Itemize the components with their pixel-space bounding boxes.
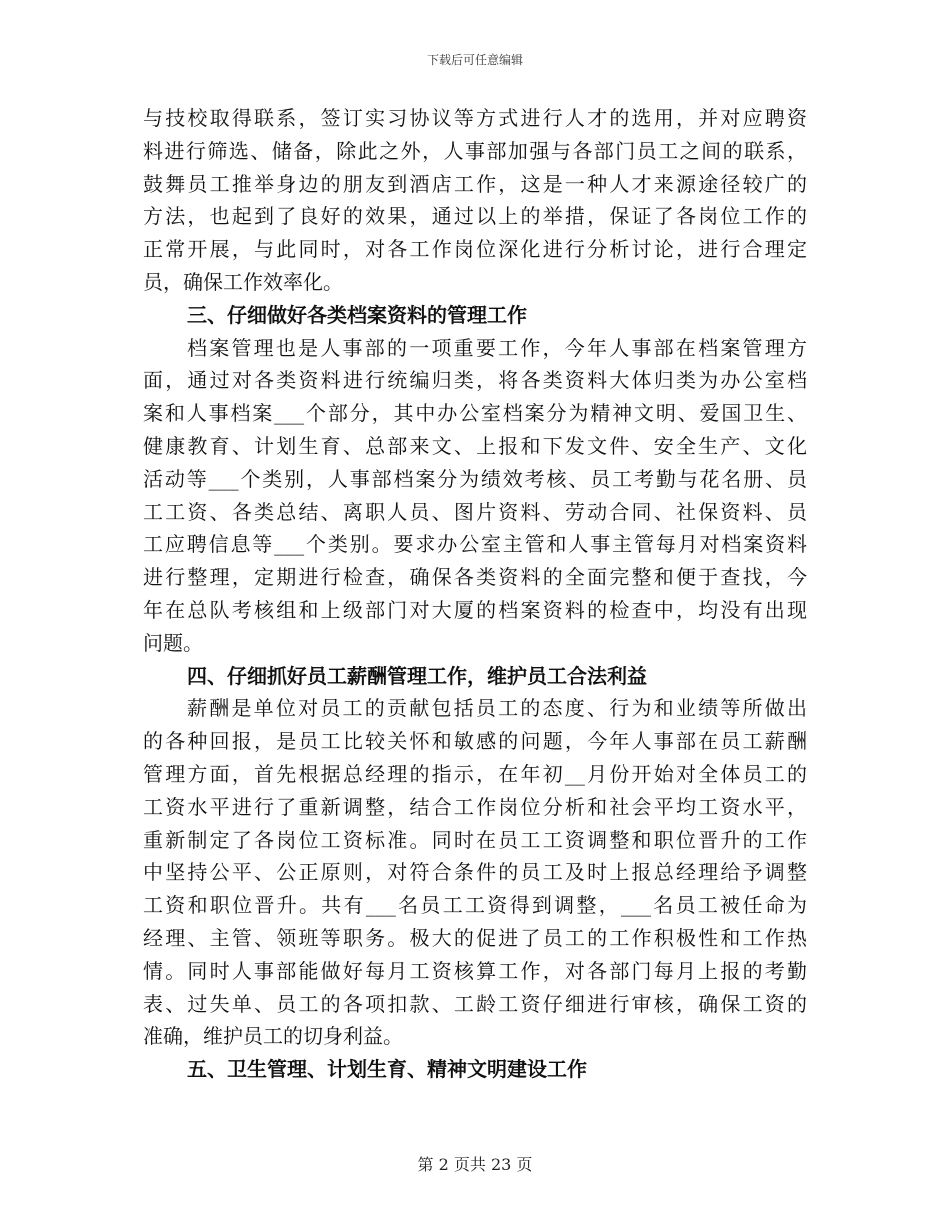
- body-line: 正常开展，与此同时，对各工作岗位深化进行分析讨论，进行合理定: [143, 237, 807, 262]
- body-line: 健康教育、计划生育、总部来文、上报和下发文件、安全生产、文化: [143, 433, 807, 458]
- body-line: 档案管理也是人事部的一项重要工作，今年人事部在档案管理方: [187, 335, 807, 360]
- body-line: 工资和职位晋升。共有___名员工工资得到调整，___名员工被任命为: [143, 893, 807, 918]
- body-line: 薪酬是单位对员工的贡献包括员工的态度、行为和业绩等所做出: [187, 696, 807, 721]
- body-line: 料进行筛选、储备，除此之外，人事部加强与各部门员工之间的联系，: [143, 138, 807, 163]
- section-heading: 五、卫生管理、计划生育、精神文明建设工作: [187, 1057, 587, 1082]
- body-line: 活动等___个类别，人事部档案分为绩效考核、员工考勤与花名册、员: [143, 466, 807, 491]
- body-line: 重新制定了各岗位工资标准。同时在员工工资调整和职位晋升的工作: [143, 827, 807, 852]
- body-line: 中坚持公平、公正原则，对符合条件的员工及时上报总经理给予调整: [143, 860, 807, 885]
- section-heading: 四、仔细抓好员工薪酬管理工作，维护员工合法利益: [187, 663, 647, 688]
- body-line: 与技校取得联系，签订实习协议等方式进行人才的选用，并对应聘资: [143, 106, 807, 130]
- body-line: 经理、主管、领班等职务。极大的促进了员工的工作积极性和工作热: [143, 925, 807, 950]
- body-line: 年在总队考核组和上级部门对大厦的档案资料的检查中，均没有出现: [143, 597, 807, 622]
- body-line: 案和人事档案___个部分，其中办公室档案分为精神文明、爱国卫生、: [143, 401, 807, 426]
- body-line: 方法，也起到了良好的效果，通过以上的举措，保证了各岗位工作的: [143, 204, 807, 229]
- section-heading: 三、仔细做好各类档案资料的管理工作: [187, 302, 527, 327]
- body-line: 面，通过对各类资料进行统编归类，将各类资料大体归类为办公室档: [143, 368, 807, 393]
- body-line: 进行整理，定期进行检查，确保各类资料的全面完整和便于查找，今: [143, 565, 807, 590]
- body-line: 管理方面，首先根据总经理的指示，在年初__月份开始对全体员工的: [143, 761, 807, 786]
- body-line: 准确，维护员工的切身利益。: [143, 1024, 403, 1049]
- body-line: 工资水平进行了重新调整，结合工作岗位分析和社会平均工资水平，: [143, 794, 807, 819]
- body-line: 表、过失单、员工的各项扣款、工龄工资仔细进行审核，确保工资的: [143, 991, 807, 1016]
- page-footer: 第 2 页共 23 页: [417, 1155, 533, 1174]
- body-line: 工工资、各类总结、离职人员、图片资料、劳动合同、社保资料、员: [143, 499, 807, 524]
- body-line: 的各种回报，是员工比较关怀和敏感的问题，今年人事部在员工薪酬: [143, 729, 807, 754]
- document-body: [143, 102, 807, 1086]
- page-header: 下载后可任意编辑: [426, 53, 523, 67]
- body-line: 员，确保工作效率化。: [143, 269, 343, 294]
- body-line: 工应聘信息等___个类别。要求办公室主管和人事主管每月对档案资料: [143, 532, 807, 557]
- body-line: 问题。: [143, 630, 203, 655]
- body-line: 情。同时人事部能做好每月工资核算工作，对各部门每月上报的考勤: [143, 958, 807, 983]
- body-line: 鼓舞员工推举身边的朋友到酒店工作，这是一种人才来源途径较广的: [143, 171, 807, 196]
